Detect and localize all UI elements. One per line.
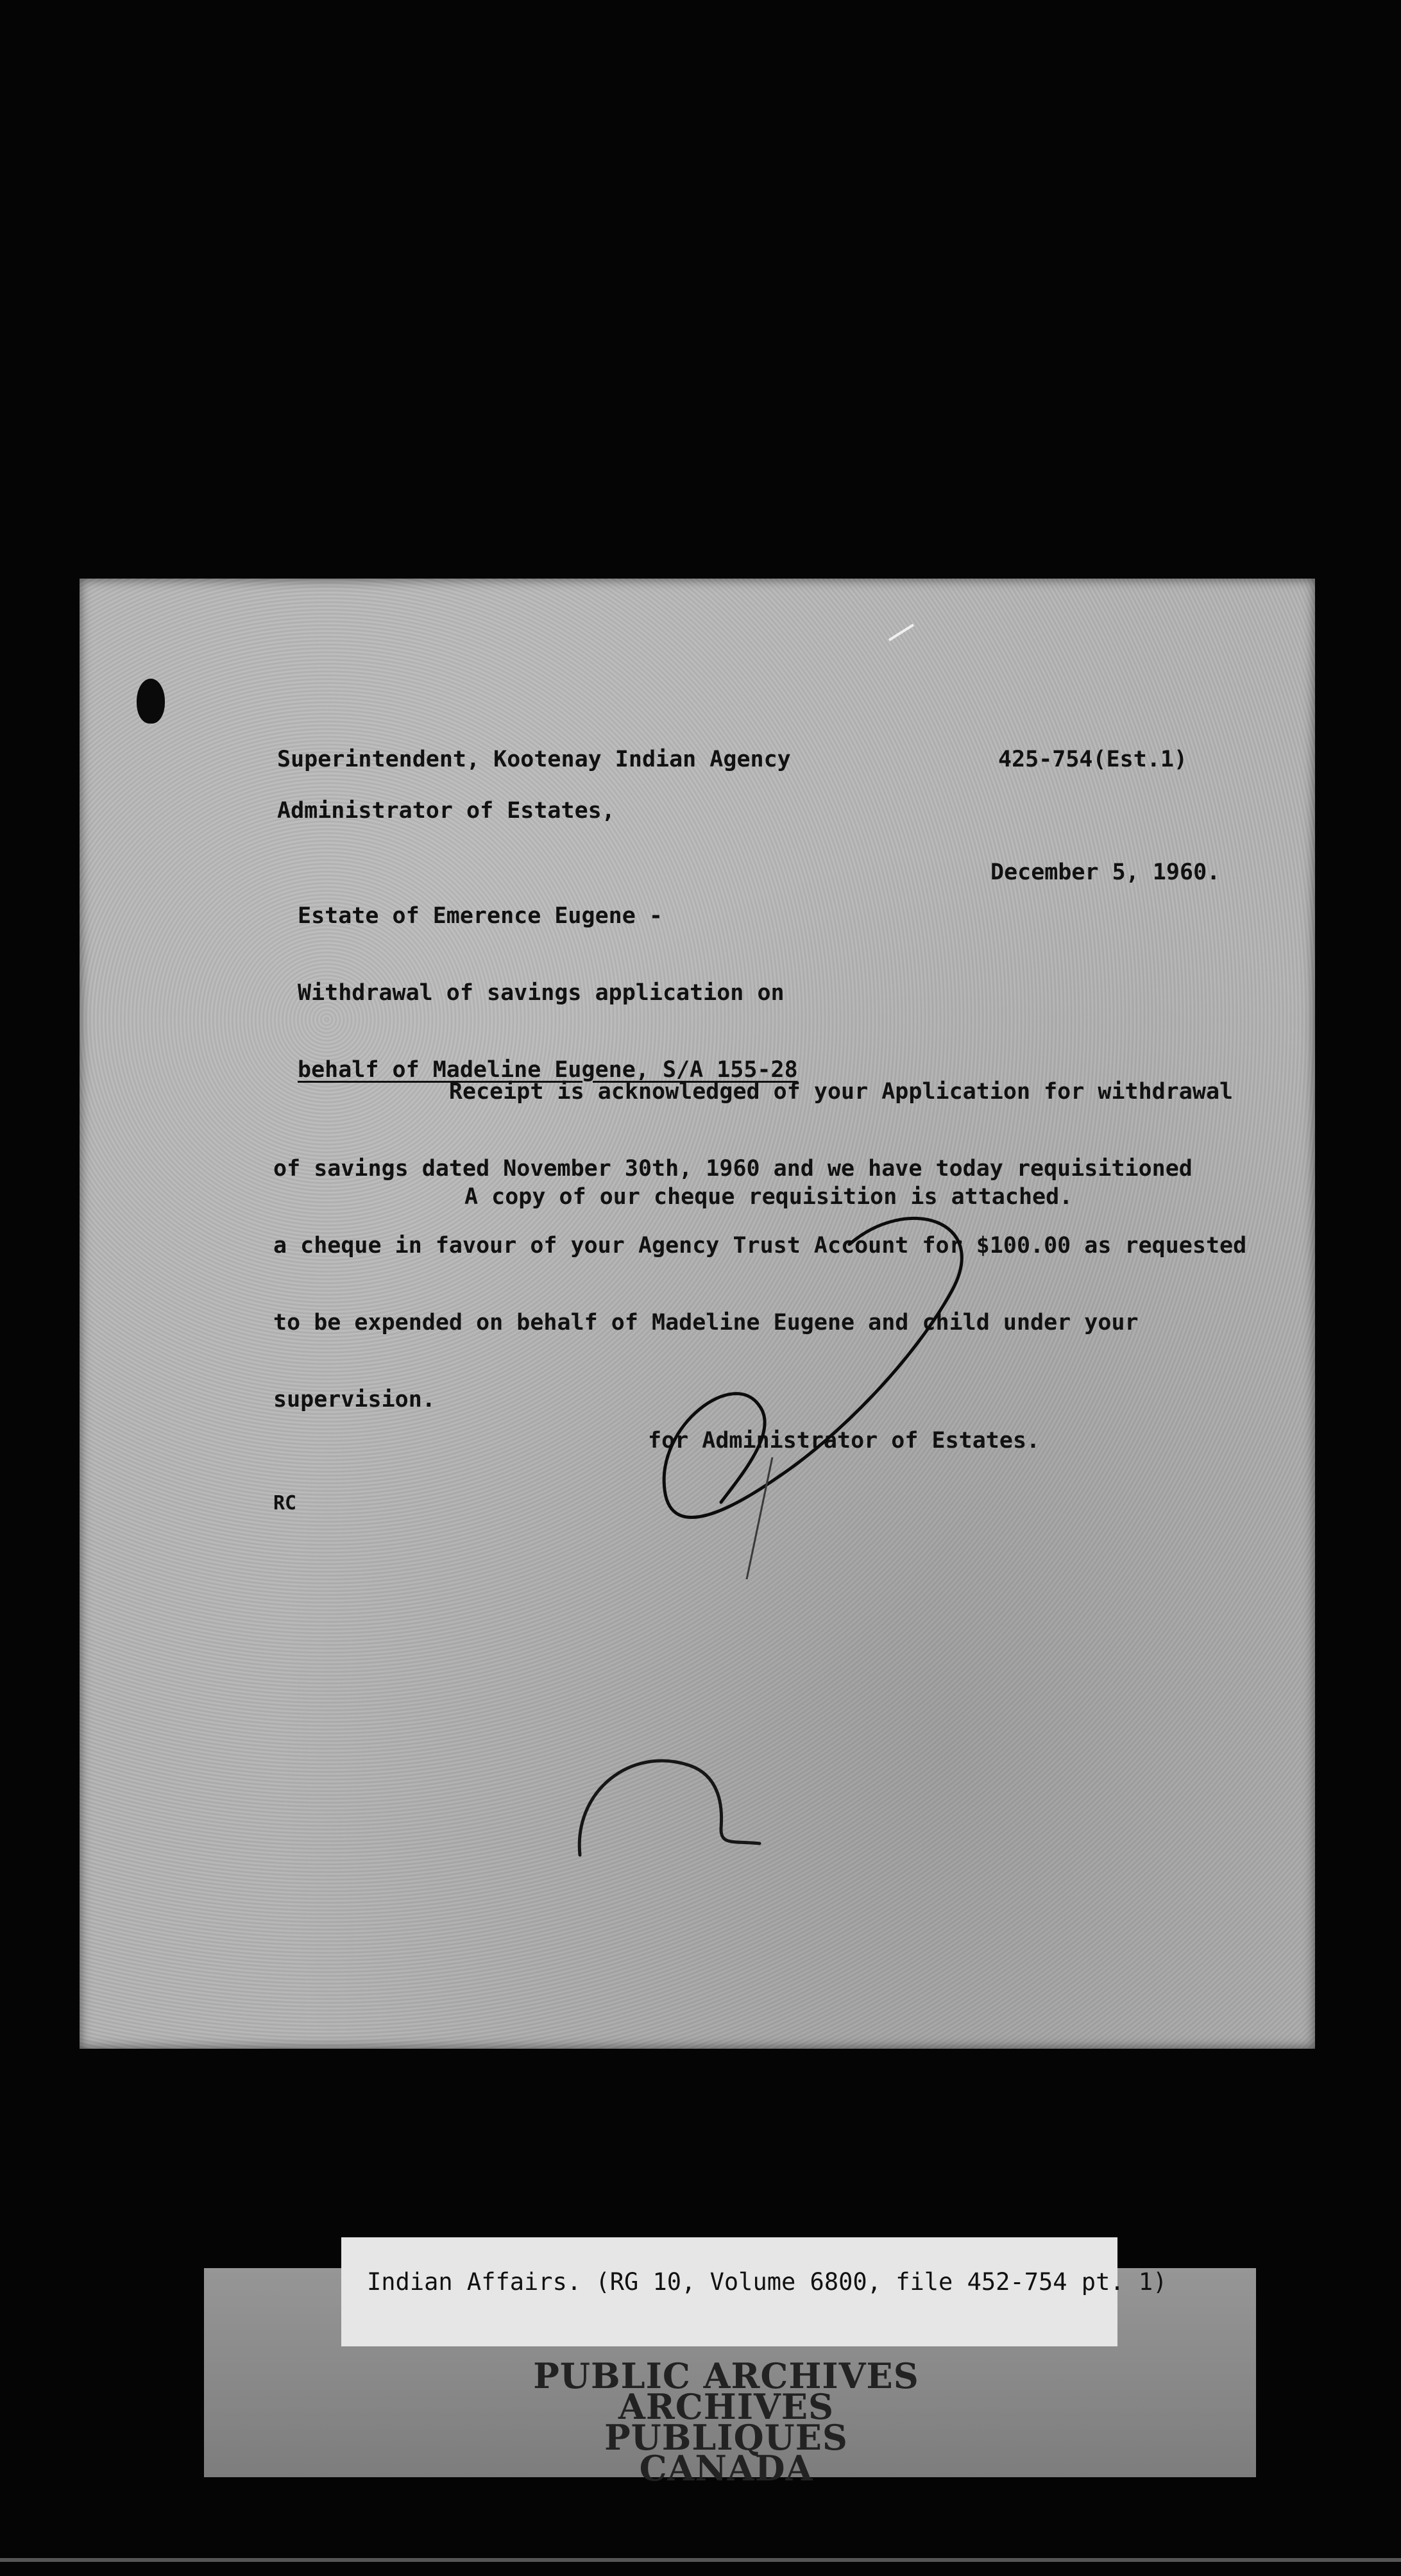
attachment-note: A copy of our cheque requisition is attached. (464, 1184, 1073, 1210)
subject-line: Estate of Emerence Eugene - (298, 903, 663, 929)
archive-stamp (502, 2355, 951, 2489)
file-reference: 425-754(Est.1) (998, 747, 1188, 772)
signature-scribble (664, 1218, 962, 1517)
subject-line: Withdrawal of savings application on (298, 980, 785, 1006)
body-line: a cheque in favour of your Agency Trust Account for $100.00 as requested (273, 1233, 1247, 1258)
stamp-line: PUBLIC ARCHIVES (533, 2355, 919, 2396)
body-line: to be expended on behalf of Madeline Eugene and child under your (273, 1310, 1139, 1335)
signature-line: for Administrator of Estates. (648, 1428, 1040, 1453)
handwritten-marks (80, 579, 1315, 2049)
sender-line: Administrator of Estates, (277, 798, 615, 824)
addressee-line: Superintendent, Kootenay Indian Agency (277, 747, 791, 772)
pencil-mark (579, 1761, 760, 1855)
letter-sheet (80, 579, 1315, 2049)
letter-date: December 5, 1960. (990, 860, 1221, 885)
pencil-tick (889, 625, 913, 640)
subject-line: behalf of Madeline Eugene, S/A 155-28 (298, 1057, 798, 1083)
stamp-line: CANADA (639, 2448, 813, 2489)
body-line: supervision. (273, 1387, 436, 1412)
archive-citation: Indian Affairs. (RG 10, Volume 6800, file 452-754 pt. 1) (367, 2268, 1168, 2296)
stamp-line: ARCHIVES PUBLIQUES (604, 2386, 848, 2458)
signature-stroke (747, 1457, 772, 1579)
body-line: of savings dated November 30th, 1960 and we have today requisitioned (273, 1156, 1193, 1182)
film-edge (0, 2558, 1401, 2562)
body-line: Receipt is acknowledged of your Application for withdrawal (273, 1079, 1234, 1105)
typist-initials: RC (273, 1492, 297, 1514)
punch-hole (137, 679, 165, 724)
